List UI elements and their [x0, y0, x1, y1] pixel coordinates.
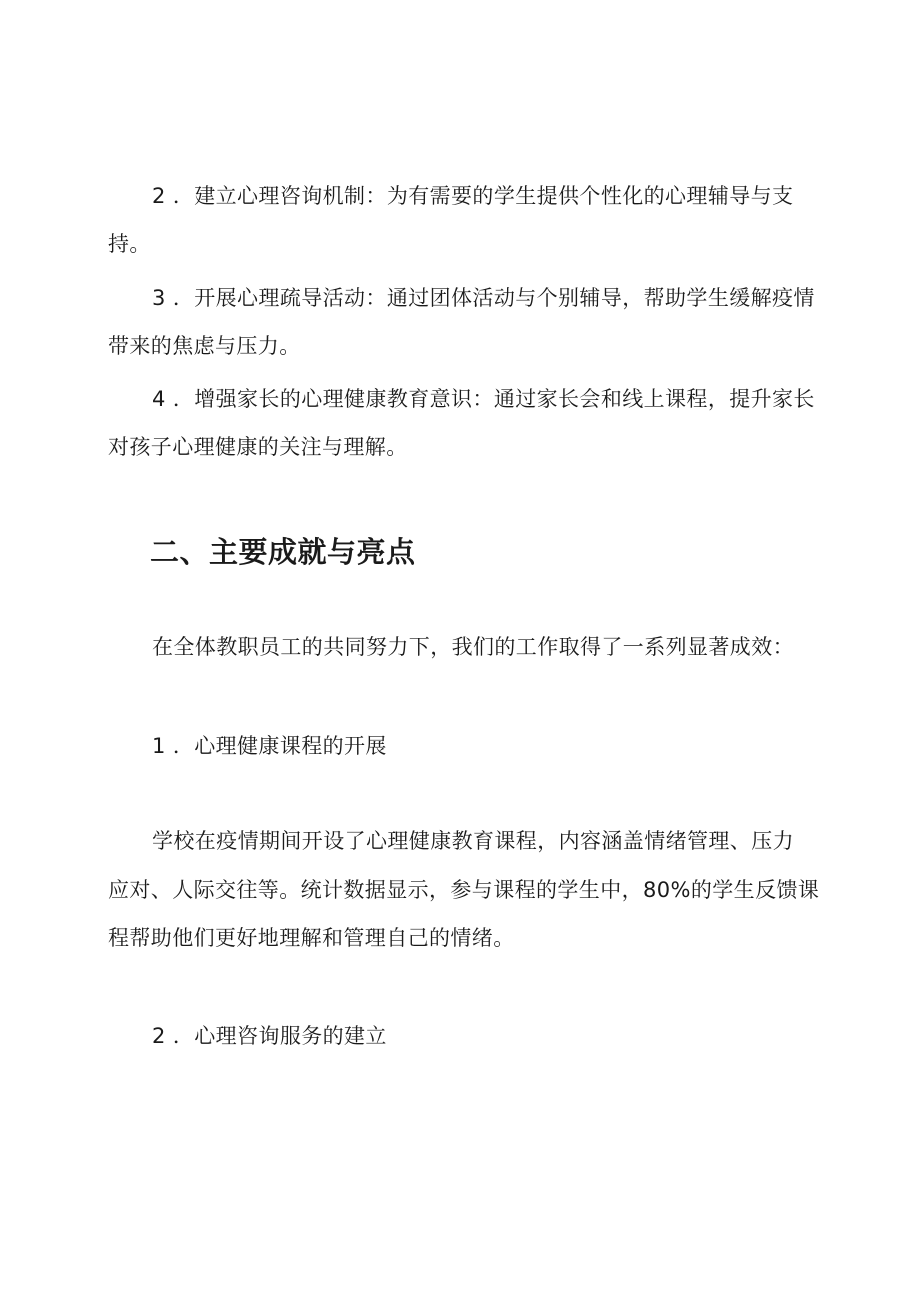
subsection-1-body-line-3: 程帮助他们更好地理解和管理自己的情绪。 [108, 926, 515, 950]
subsection-1-title: 1 ．心理健康课程的开展 [152, 734, 387, 758]
subsection-1-body-line-2: 应对、人际交往等。统计数据显示，参与课程的学生中，80%的学生反馈课 [108, 878, 820, 902]
item-2-line-1: 2 ．建立心理咨询机制：为有需要的学生提供个性化的心理辅导与支 [152, 184, 794, 208]
section-heading: 二、主要成就与亮点 [150, 535, 416, 569]
subsection-2-title: 2 ．心理咨询服务的建立 [152, 1024, 387, 1048]
item-4-line-2: 对孩子心理健康的关注与理解。 [108, 435, 408, 459]
item-4-line-1: 4 ．增强家长的心理健康教育意识：通过家长会和线上课程，提升家长 [152, 387, 815, 411]
section-intro: 在全体教职员工的共同努力下，我们的工作取得了一系列显著成效： [152, 635, 794, 659]
item-3-line-1: 3 ．开展心理疏导活动：通过团体活动与个别辅导，帮助学生缓解疫情 [152, 286, 815, 310]
item-2-line-2: 持。 [108, 232, 151, 256]
subsection-1-body-line-1: 学校在疫情期间开设了心理健康教育课程，内容涵盖情绪管理、压力 [152, 829, 794, 853]
item-3-line-2: 带来的焦虑与压力。 [108, 334, 301, 358]
